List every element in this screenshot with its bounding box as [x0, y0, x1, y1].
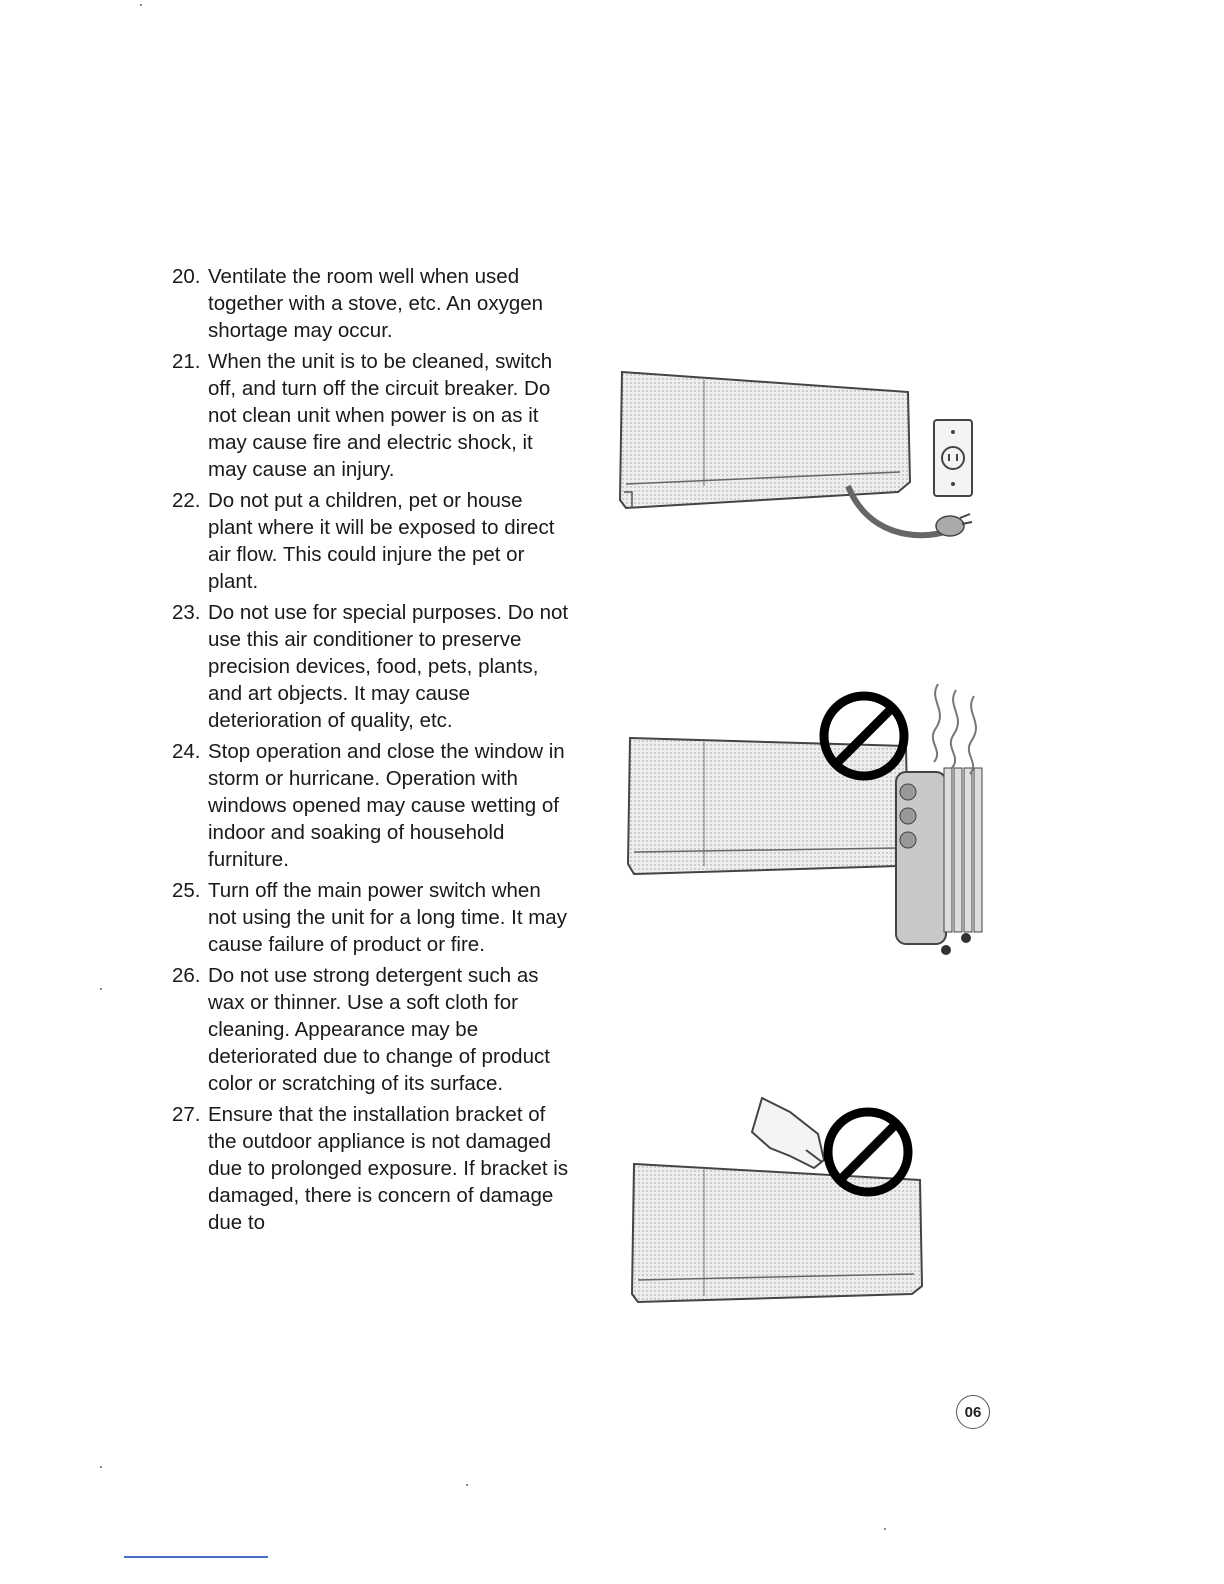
item-text: Stop operation and close the window in storm or hurricane. Operation with windows opened may cause wetting of indoor and soaking of household furniture. [208, 740, 565, 871]
indoor-unit-icon [620, 372, 910, 508]
list-item [172, 348, 572, 483]
air-conditioner-unplug-illustration [618, 366, 980, 550]
heat-waves-icon [933, 684, 976, 774]
oil-heater-icon [896, 768, 982, 955]
list-item [172, 877, 572, 958]
list-item [172, 263, 572, 344]
wall-outlet-icon [934, 420, 972, 496]
item-number: 21. [172, 350, 201, 373]
item-number: 20. [172, 265, 201, 288]
item-number: 24. [172, 740, 201, 763]
item-text: Ensure that the installation bracket of the outdoor appliance is not damaged due to prolonged exposure. If bracket is damaged, there is concern of damage due to [208, 1103, 569, 1234]
indoor-unit-icon [628, 738, 908, 874]
list-item [172, 599, 572, 734]
item-text: Do not use strong detergent such as wax or thinner. Use a soft cloth for cleaning. Appearance may be deteriorated due to change of product color or scratching of its surface. [208, 964, 550, 1095]
hand-icon [752, 1098, 824, 1168]
no-touch-illustration [630, 1090, 926, 1306]
item-number: 23. [172, 601, 201, 624]
item-text: Do not put a children, pet or house plant where it will be exposed to direct air flow. This could injure the pet or plant. [208, 489, 555, 593]
item-number: 26. [172, 964, 201, 987]
list-item [172, 962, 572, 1097]
scan-speck [140, 4, 142, 6]
item-number: 22. [172, 489, 201, 512]
item-text: Do not use for special purposes. Do not use this air conditioner to preserve precision devices, food, pets, plants, and art objects. It may cause deterioration of quality, etc. [208, 601, 569, 732]
list-item [172, 738, 572, 873]
item-text: When the unit is to be cleaned, switch off, and turn off the circuit breaker. Do not clean unit when power is on as it may cause fire and electric shock, it may cause an injury. [208, 350, 553, 481]
scan-speck [100, 988, 102, 990]
no-heater-illustration [626, 676, 988, 960]
indoor-unit-icon [632, 1164, 922, 1302]
page-number: 06 [956, 1395, 990, 1429]
plug-icon [936, 514, 972, 536]
scan-speck [884, 1528, 886, 1530]
bottom-rule [124, 1556, 268, 1558]
list-item [172, 1101, 572, 1236]
safety-instructions-list [172, 263, 572, 1240]
scan-speck [100, 1466, 102, 1468]
item-text: Turn off the main power switch when not using the unit for a long time. It may cause failure of product or fire. [208, 879, 567, 956]
item-number: 25. [172, 879, 201, 902]
item-text: Ventilate the room well when used together with a stove, etc. An oxygen shortage may occur. [208, 265, 544, 342]
scan-speck [466, 1484, 468, 1486]
item-number: 27. [172, 1103, 201, 1126]
list-item [172, 487, 572, 595]
